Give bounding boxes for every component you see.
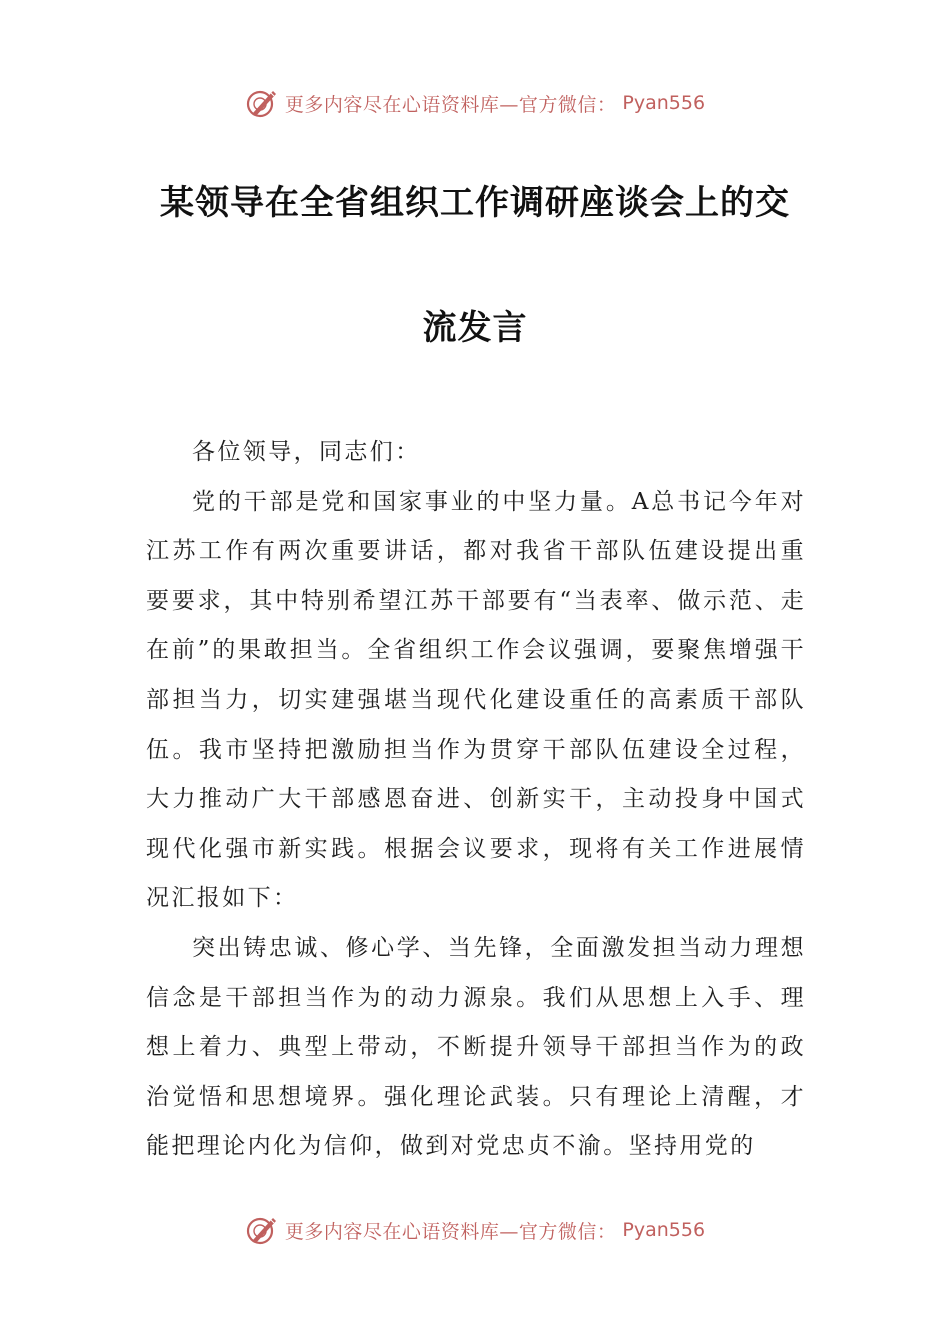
watermark-wechat-id: Pyan556 xyxy=(622,92,706,114)
salutation-paragraph: 各位领导，同志们： xyxy=(192,439,421,465)
footer-watermark xyxy=(0,1210,950,1250)
body-paragraph: 突出铸忠诚、修心学、当先锋，全面激发担当动力理想信念是干部担当作为的动力源泉。我们从思想上入手、理想上着力、典型上带动，不断提升领导干部担当作为的政治觉悟和思想境界。强化理论武装。只有理论上清醒，才能把理论内化为信仰，做到对党忠贞不渝。坚持用党的 xyxy=(146,934,806,1160)
body-paragraph: 党的干部是党和国家事业的中坚力量。A总书记今年对江苏工作有两次重要讲话，都对我省干部队伍建设提出重要要求，其中特别希望江苏干部要有“当表率、做示范、走在前”的果敢担当。全省组织工作会议强调，要聚焦增强干部担当力，切实建强堪当现代化建设重任的高素质干部队伍。我市坚持把激励担当作为贯穿干部队伍建设全过程，大力推动广大干部感恩奋进、创新实干，主动投身中国式现代化强市新实践。根据会议要求，现将有关工作进展情况汇报如下： xyxy=(146,488,806,912)
pen-logo-icon xyxy=(245,86,279,120)
document-title-line-2: 流发言 xyxy=(422,308,528,348)
watermark-text: 更多内容尽在心语资料库—官方微信： xyxy=(284,93,617,116)
watermark-text: 更多内容尽在心语资料库—官方微信： xyxy=(284,1220,617,1243)
document-title-line-1: 某领导在全省组织工作调研座谈会上的交 xyxy=(160,183,790,223)
document-body xyxy=(146,428,806,1172)
header-watermark xyxy=(0,83,950,123)
watermark-wechat-id: Pyan556 xyxy=(622,1219,706,1241)
pen-logo-icon xyxy=(245,1213,279,1247)
